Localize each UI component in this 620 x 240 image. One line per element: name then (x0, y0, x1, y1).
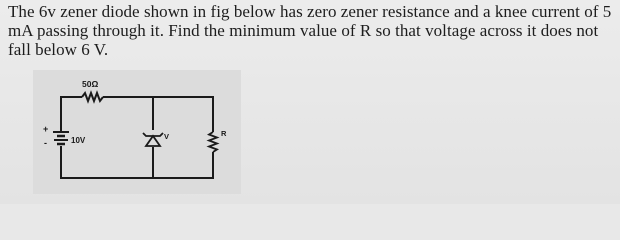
circuit-diagram (33, 70, 241, 194)
series-resistor-label: 50Ω (82, 79, 99, 89)
source-voltage-label: 10V (71, 136, 86, 145)
plus-sign: + (43, 124, 49, 134)
question-text: The 6v zener diode shown in fig below has zero zener resistance and a knee current of 5 mA passing through it. Find the minimum value of R so that voltage across it does not fall below 6 V. (8, 2, 612, 59)
zener-voltage-label: V (164, 132, 170, 141)
minus-sign: - (44, 138, 47, 148)
load-resistor-label: R (221, 129, 227, 138)
